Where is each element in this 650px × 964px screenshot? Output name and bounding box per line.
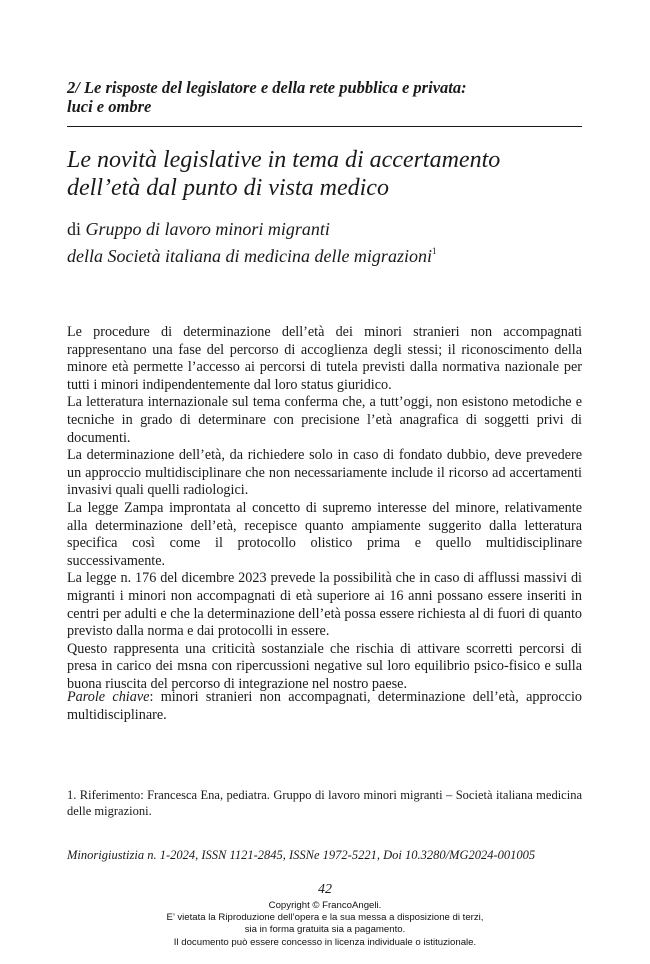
footnote-marker[interactable]: 1 [431,246,437,256]
abstract-paragraph: Le procedure di determinazione dell’età dei minori stranieri non accompagnati rappresentano una fase del percorso di accoglienza degli stessi; il riconoscimento della minore età permette l’accesso ai percorsi di tutela previsti dalla normativa nazionale per tutti i minori indipendentemente dal loro status giuridico. [67,324,582,393]
abstract-paragraph: La legge Zampa improntata al concetto di supremo interesse del minore, relativamente alla determinazione dell’età, recepisce quanto ampiamente suggerito dalla letteratura specifica così come il protocollo olistico prima e quello multidisciplinare successivamente. [67,499,582,569]
keywords-label: Parole chiave [67,689,150,705]
heading-divider [67,126,582,127]
copyright-line: Copyright © FrancoAngeli. [268,900,382,911]
keywords-text: : minori stranieri non accompagnati, determinazione dell’età, approccio multidisciplinare. [67,689,583,723]
section-heading [67,78,582,116]
abstract-paragraph: La legge n. 176 del dicembre 2023 prevede la possibilità che in caso di afflussi massivi di migranti i minori non accompagnati di età superiore ai 16 anni possano essere inseriti in centri per adulti e che la determinazione dell’età possa essere richiesta al di fuori di quanto previsto dalla norma e dai protocolli in essere. [67,570,582,640]
author-affiliation: della Società italiana di medicina delle migrazioni [67,246,432,266]
footnote: 1. Riferimento: Francesca Ena, pediatra. Gruppo di lavoro minori migranti – Società italiana medicina delle migrazioni. [67,788,582,818]
copyright-notice [0,900,650,949]
keywords [67,689,582,724]
journal-citation: Minorigiustizia n. 1-2024, ISSN 1121-2845, ISSNe 1972-5221, Doi 10.3280/MG2024-001005 [67,848,536,862]
abstract-paragraph: La letteratura internazionale sul tema conferma che, a tutt’oggi, non esistono metodiche e tecniche in grado di determinare con precisione l’età anagrafica di soggetti privi di documenti. [67,394,582,446]
abstract-paragraph: Questo rappresenta una criticità sostanziale che rischia di attivare scorretti percorsi di presa in carico dei msna con ripercussioni negative sul loro equilibrio psico-fisico e sulla buona riuscita del percorso di integrazione nel nostro paese. [67,640,582,692]
copyright-line: Il documento può essere concesso in licenza individuale o istituzionale. [173,936,477,948]
copyright-line: sia in forma gratuita sia a pagamento. [244,924,406,936]
page-number: 42 [318,882,332,897]
article-title [67,146,582,202]
author-name: Gruppo di lavoro minori migranti [85,219,330,239]
byline [67,218,582,267]
copyright-line: E’ vietata la Riproduzione dell’opera e la sua messa a disposizione di terzi, [166,912,484,924]
article-title-line: dell’età dal punto di vista medico [67,175,389,201]
article-title-line: Le novità legislative in tema di accertamento [67,147,501,173]
byline-prefix: di [67,219,86,239]
abstract [67,324,582,693]
section-heading-line: luci e ombre [67,97,152,116]
abstract-paragraph: La determinazione dell’età, da richiedere solo in caso di fondato dubbio, deve prevedere un approccio multidisciplinare che non necessariamente include il ricorso ad accertamenti invasivi quali quelli radiologici. [67,447,582,499]
section-heading-line: 2/ Le risposte del legislatore e della rete pubblica e privata: [67,78,467,97]
